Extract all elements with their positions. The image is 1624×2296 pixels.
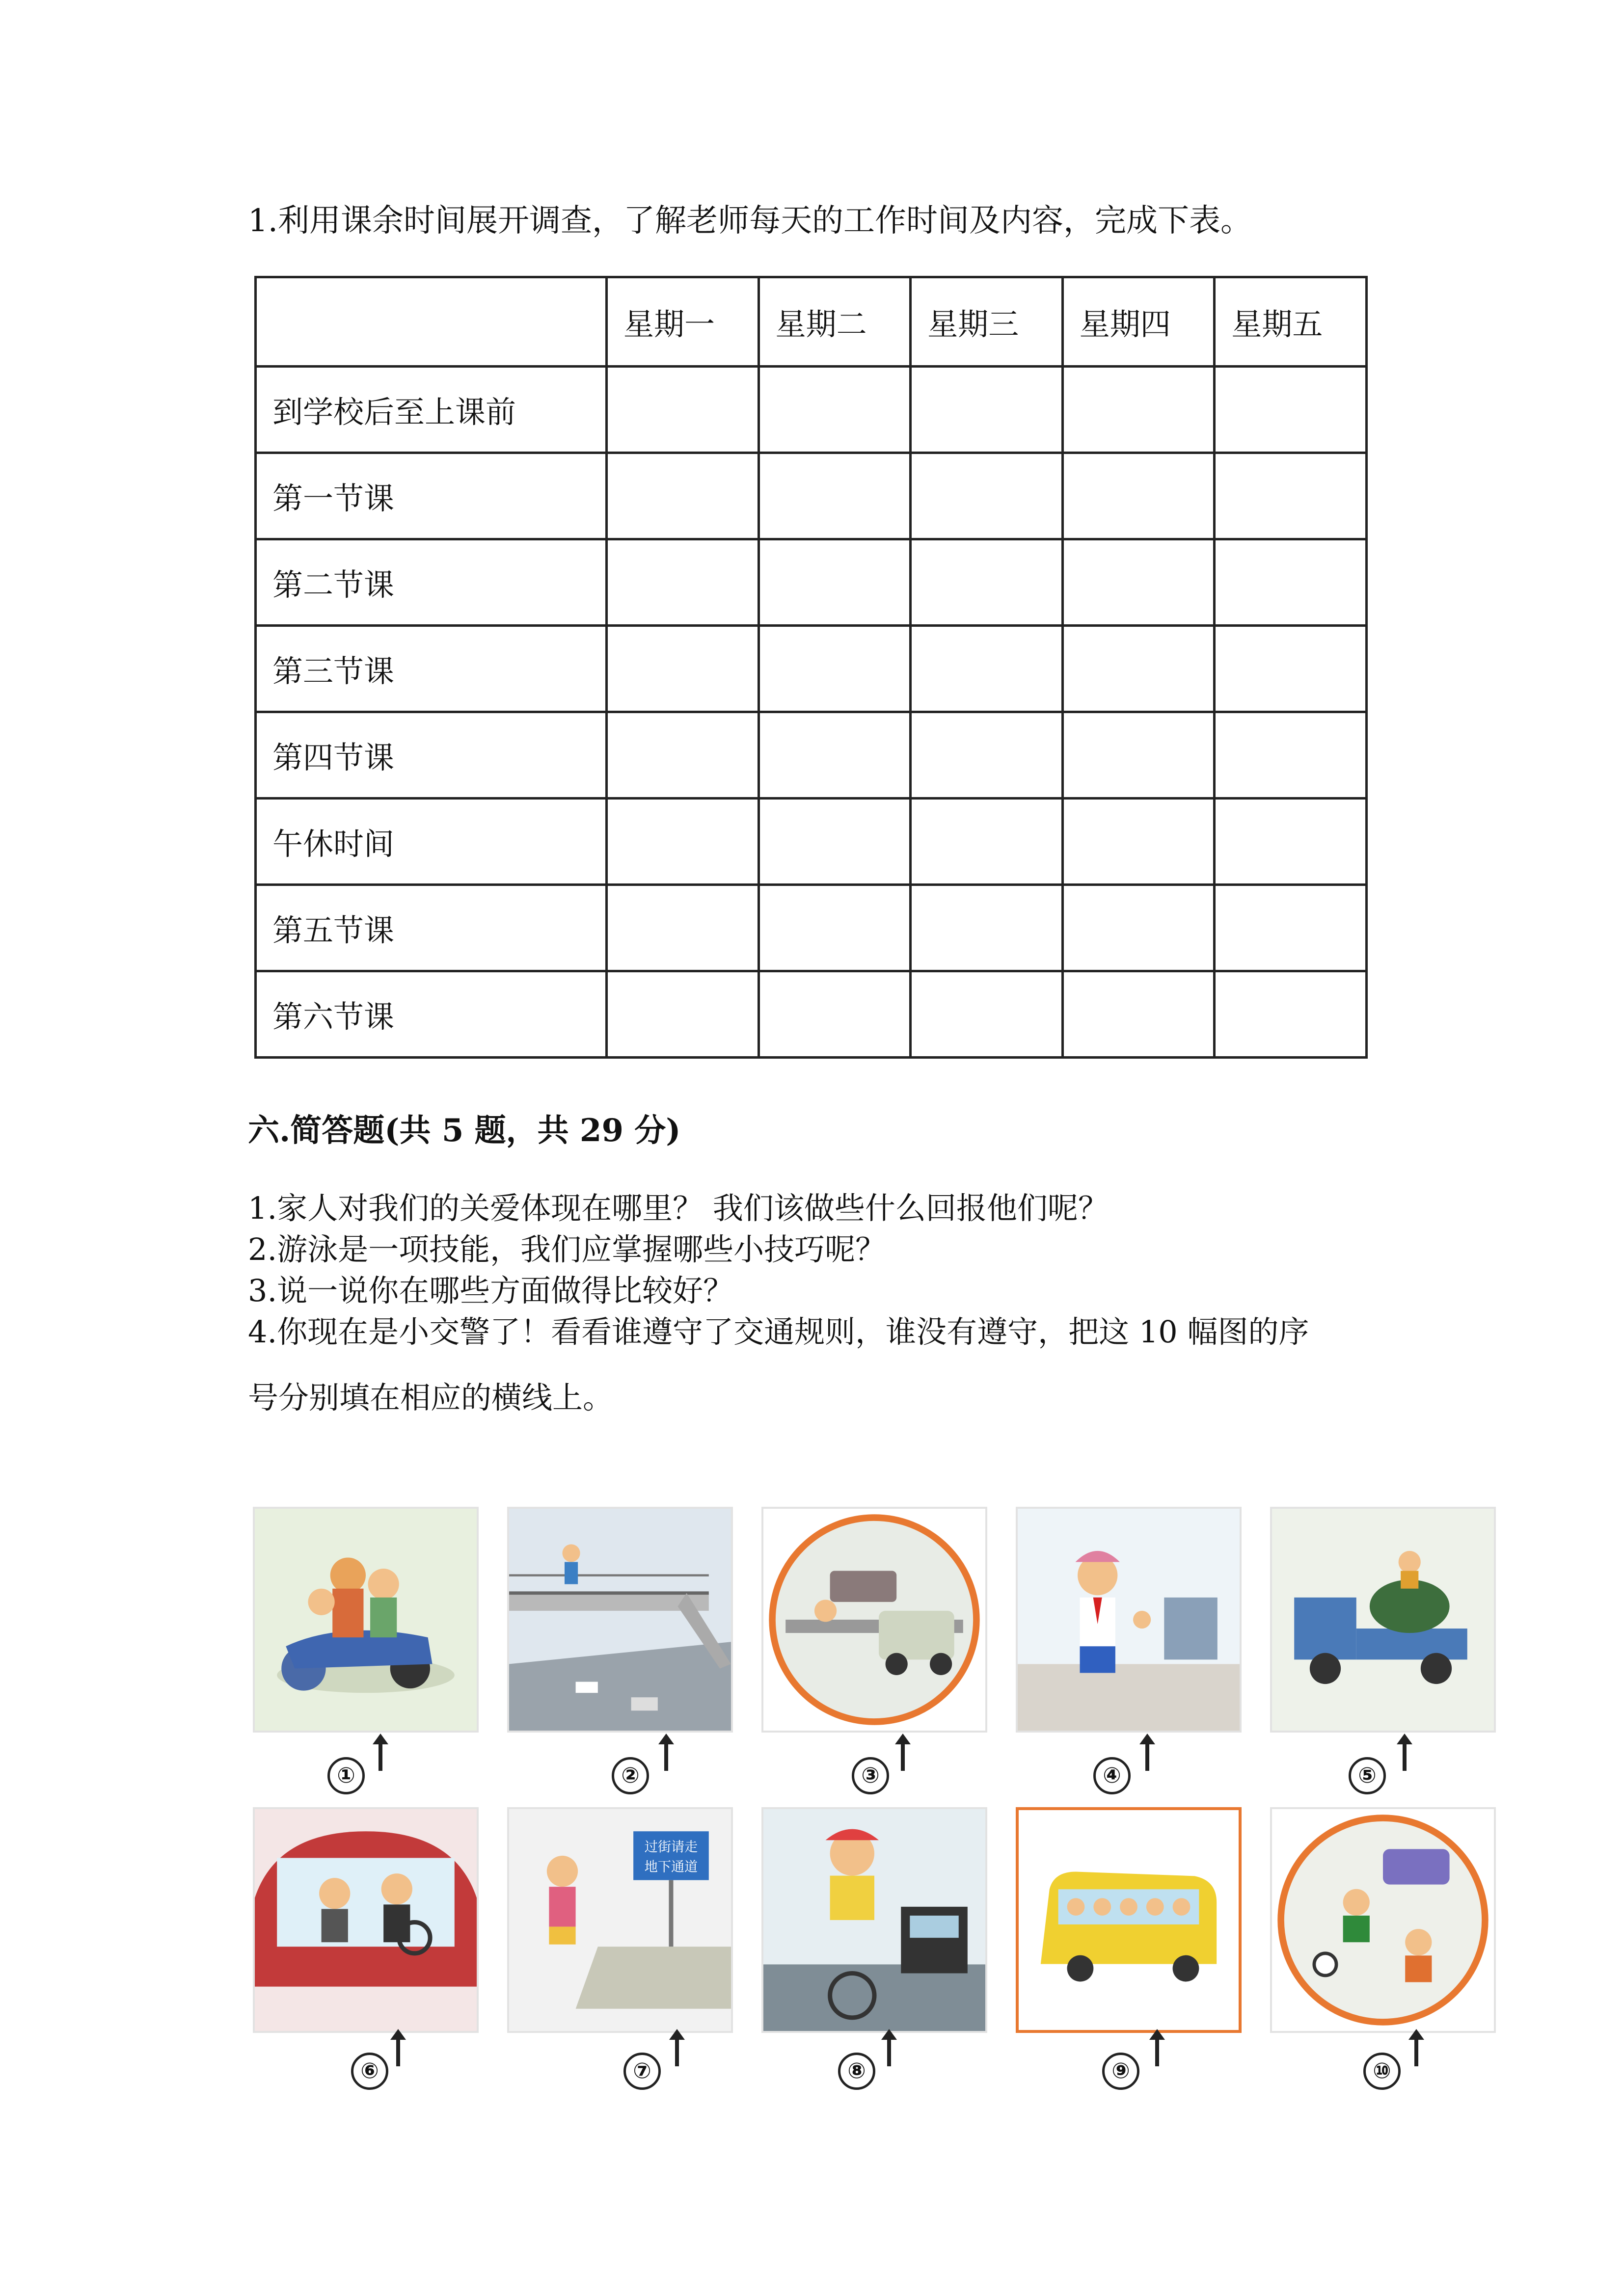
- answer-cell[interactable]: [1062, 885, 1215, 971]
- short-answer-questions: [248, 1188, 1426, 1418]
- question-item: 4.你现在是小交警了！看看谁遵守了交通规则，谁没有遵守，把这 10 幅图的序: [248, 1314, 1309, 1350]
- table-row: [256, 971, 1367, 1058]
- answer-cell[interactable]: [1062, 971, 1215, 1058]
- row-label: 午休时间: [256, 799, 607, 885]
- answer-cell[interactable]: [607, 971, 759, 1058]
- sign-text-line-1: 过街请走: [644, 1839, 698, 1855]
- answer-cell[interactable]: [1062, 799, 1215, 885]
- picture-label-7: ⑦: [623, 2053, 661, 2090]
- row-label: 第四节课: [256, 712, 607, 799]
- answer-cell[interactable]: [1215, 971, 1367, 1058]
- column-header-thursday: 星期四: [1062, 277, 1215, 367]
- question-item: 1.家人对我们的关爱体现在哪里？ 我们该做些什么回报他们呢？: [248, 1190, 1109, 1226]
- column-header-wednesday: 星期三: [911, 277, 1063, 367]
- row-label: 第五节课: [256, 885, 607, 971]
- table-row: [256, 453, 1367, 539]
- answer-cell[interactable]: [1215, 626, 1367, 712]
- pointer-arrow: [1403, 1741, 1407, 1771]
- question-item: 2.游泳是一项技能，我们应掌握哪些小技巧呢？: [248, 1231, 886, 1267]
- traffic-pictures-grid: [253, 1507, 1500, 2096]
- column-header-friday: 星期五: [1215, 277, 1367, 367]
- pointer-arrow: [396, 2037, 400, 2066]
- answer-cell[interactable]: [911, 712, 1063, 799]
- picture-1-scooter-family: [253, 1507, 479, 1733]
- row-label: 第六节课: [256, 971, 607, 1058]
- pointer-arrow: [664, 1741, 668, 1771]
- picture-10-playing-football: [1270, 1807, 1496, 2033]
- answer-cell[interactable]: [607, 712, 759, 799]
- question-1-prompt: 1.利用课余时间展开调查，了解老师每天的工作时间及内容，完成下表。: [248, 203, 1252, 239]
- table-row: [256, 367, 1367, 453]
- pointer-arrow: [1155, 2037, 1159, 2066]
- pointer-arrow: [901, 1741, 905, 1771]
- teacher-schedule-table: [254, 276, 1368, 1059]
- question-item: 3.说一说你在哪些方面做得比较好？: [248, 1273, 734, 1308]
- picture-6-car-seatbelt: [253, 1807, 479, 2033]
- table-header-row: [256, 277, 1367, 367]
- answer-cell[interactable]: [1062, 453, 1215, 539]
- picture-3-road-railing: [761, 1507, 987, 1733]
- answer-cell[interactable]: [911, 453, 1063, 539]
- sign-text-line-2: 地下通道: [644, 1859, 698, 1875]
- picture-8-bicycle-boy: [761, 1807, 987, 2033]
- answer-cell[interactable]: [911, 885, 1063, 971]
- answer-cell[interactable]: [911, 626, 1063, 712]
- pointer-arrow: [887, 2037, 891, 2066]
- column-header-monday: 星期一: [607, 277, 759, 367]
- picture-7-underpass-sign: [507, 1807, 733, 2033]
- answer-cell[interactable]: [758, 799, 911, 885]
- answer-cell[interactable]: [1062, 626, 1215, 712]
- table-row: [256, 799, 1367, 885]
- picture-4-pioneer-walking: [1016, 1507, 1242, 1733]
- picture-label-6: ⑥: [351, 2053, 388, 2090]
- answer-cell[interactable]: [758, 971, 911, 1058]
- column-header-tuesday: 星期二: [758, 277, 911, 367]
- answer-cell[interactable]: [758, 885, 911, 971]
- picture-label-10: ⑩: [1363, 2053, 1401, 2090]
- pointer-arrow: [379, 1741, 382, 1771]
- pointer-arrow: [675, 2037, 679, 2066]
- answer-cell[interactable]: [1215, 799, 1367, 885]
- answer-cell[interactable]: [607, 539, 759, 626]
- picture-label-4: ④: [1093, 1757, 1131, 1794]
- answer-cell[interactable]: [607, 885, 759, 971]
- question-item-continuation: 号分别填在相应的横线上。: [248, 1380, 614, 1415]
- answer-cell[interactable]: [911, 799, 1063, 885]
- answer-cell[interactable]: [1215, 712, 1367, 799]
- answer-cell[interactable]: [758, 539, 911, 626]
- picture-label-5: ⑤: [1349, 1757, 1386, 1794]
- answer-cell[interactable]: [758, 367, 911, 453]
- pointer-arrow: [1145, 1741, 1149, 1771]
- row-label: 到学校后至上课前: [256, 367, 607, 453]
- answer-cell[interactable]: [1215, 539, 1367, 626]
- picture-9-crowded-bus: [1016, 1807, 1242, 2033]
- answer-cell[interactable]: [911, 539, 1063, 626]
- answer-cell[interactable]: [607, 799, 759, 885]
- answer-cell[interactable]: [1062, 367, 1215, 453]
- answer-cell[interactable]: [1215, 453, 1367, 539]
- row-label: 第二节课: [256, 539, 607, 626]
- pointer-arrow: [1414, 2037, 1418, 2066]
- answer-cell[interactable]: [607, 626, 759, 712]
- answer-cell[interactable]: [1062, 712, 1215, 799]
- section-6-title: 六.简答题(共 5 题，共 29 分): [248, 1112, 681, 1149]
- answer-cell[interactable]: [1062, 539, 1215, 626]
- answer-cell[interactable]: [758, 626, 911, 712]
- picture-2-overpass: [507, 1507, 733, 1733]
- row-label: 第三节课: [256, 626, 607, 712]
- table-row: [256, 712, 1367, 799]
- table-row: [256, 539, 1367, 626]
- answer-cell[interactable]: [1215, 367, 1367, 453]
- table-row: [256, 885, 1367, 971]
- picture-label-3: ③: [852, 1757, 889, 1794]
- picture-label-9: ⑨: [1102, 2053, 1139, 2090]
- picture-label-8: ⑧: [838, 2053, 875, 2090]
- answer-cell[interactable]: [1215, 885, 1367, 971]
- picture-5-truck-rider: [1270, 1507, 1496, 1733]
- row-label: 第一节课: [256, 453, 607, 539]
- table-corner-cell: [256, 277, 607, 367]
- answer-cell[interactable]: [911, 367, 1063, 453]
- table-row: [256, 626, 1367, 712]
- answer-cell[interactable]: [758, 453, 911, 539]
- picture-label-1: ①: [327, 1757, 365, 1794]
- answer-cell[interactable]: [607, 453, 759, 539]
- picture-label-2: ②: [612, 1757, 649, 1794]
- answer-cell[interactable]: [911, 971, 1063, 1058]
- answer-cell[interactable]: [607, 367, 759, 453]
- answer-cell[interactable]: [758, 712, 911, 799]
